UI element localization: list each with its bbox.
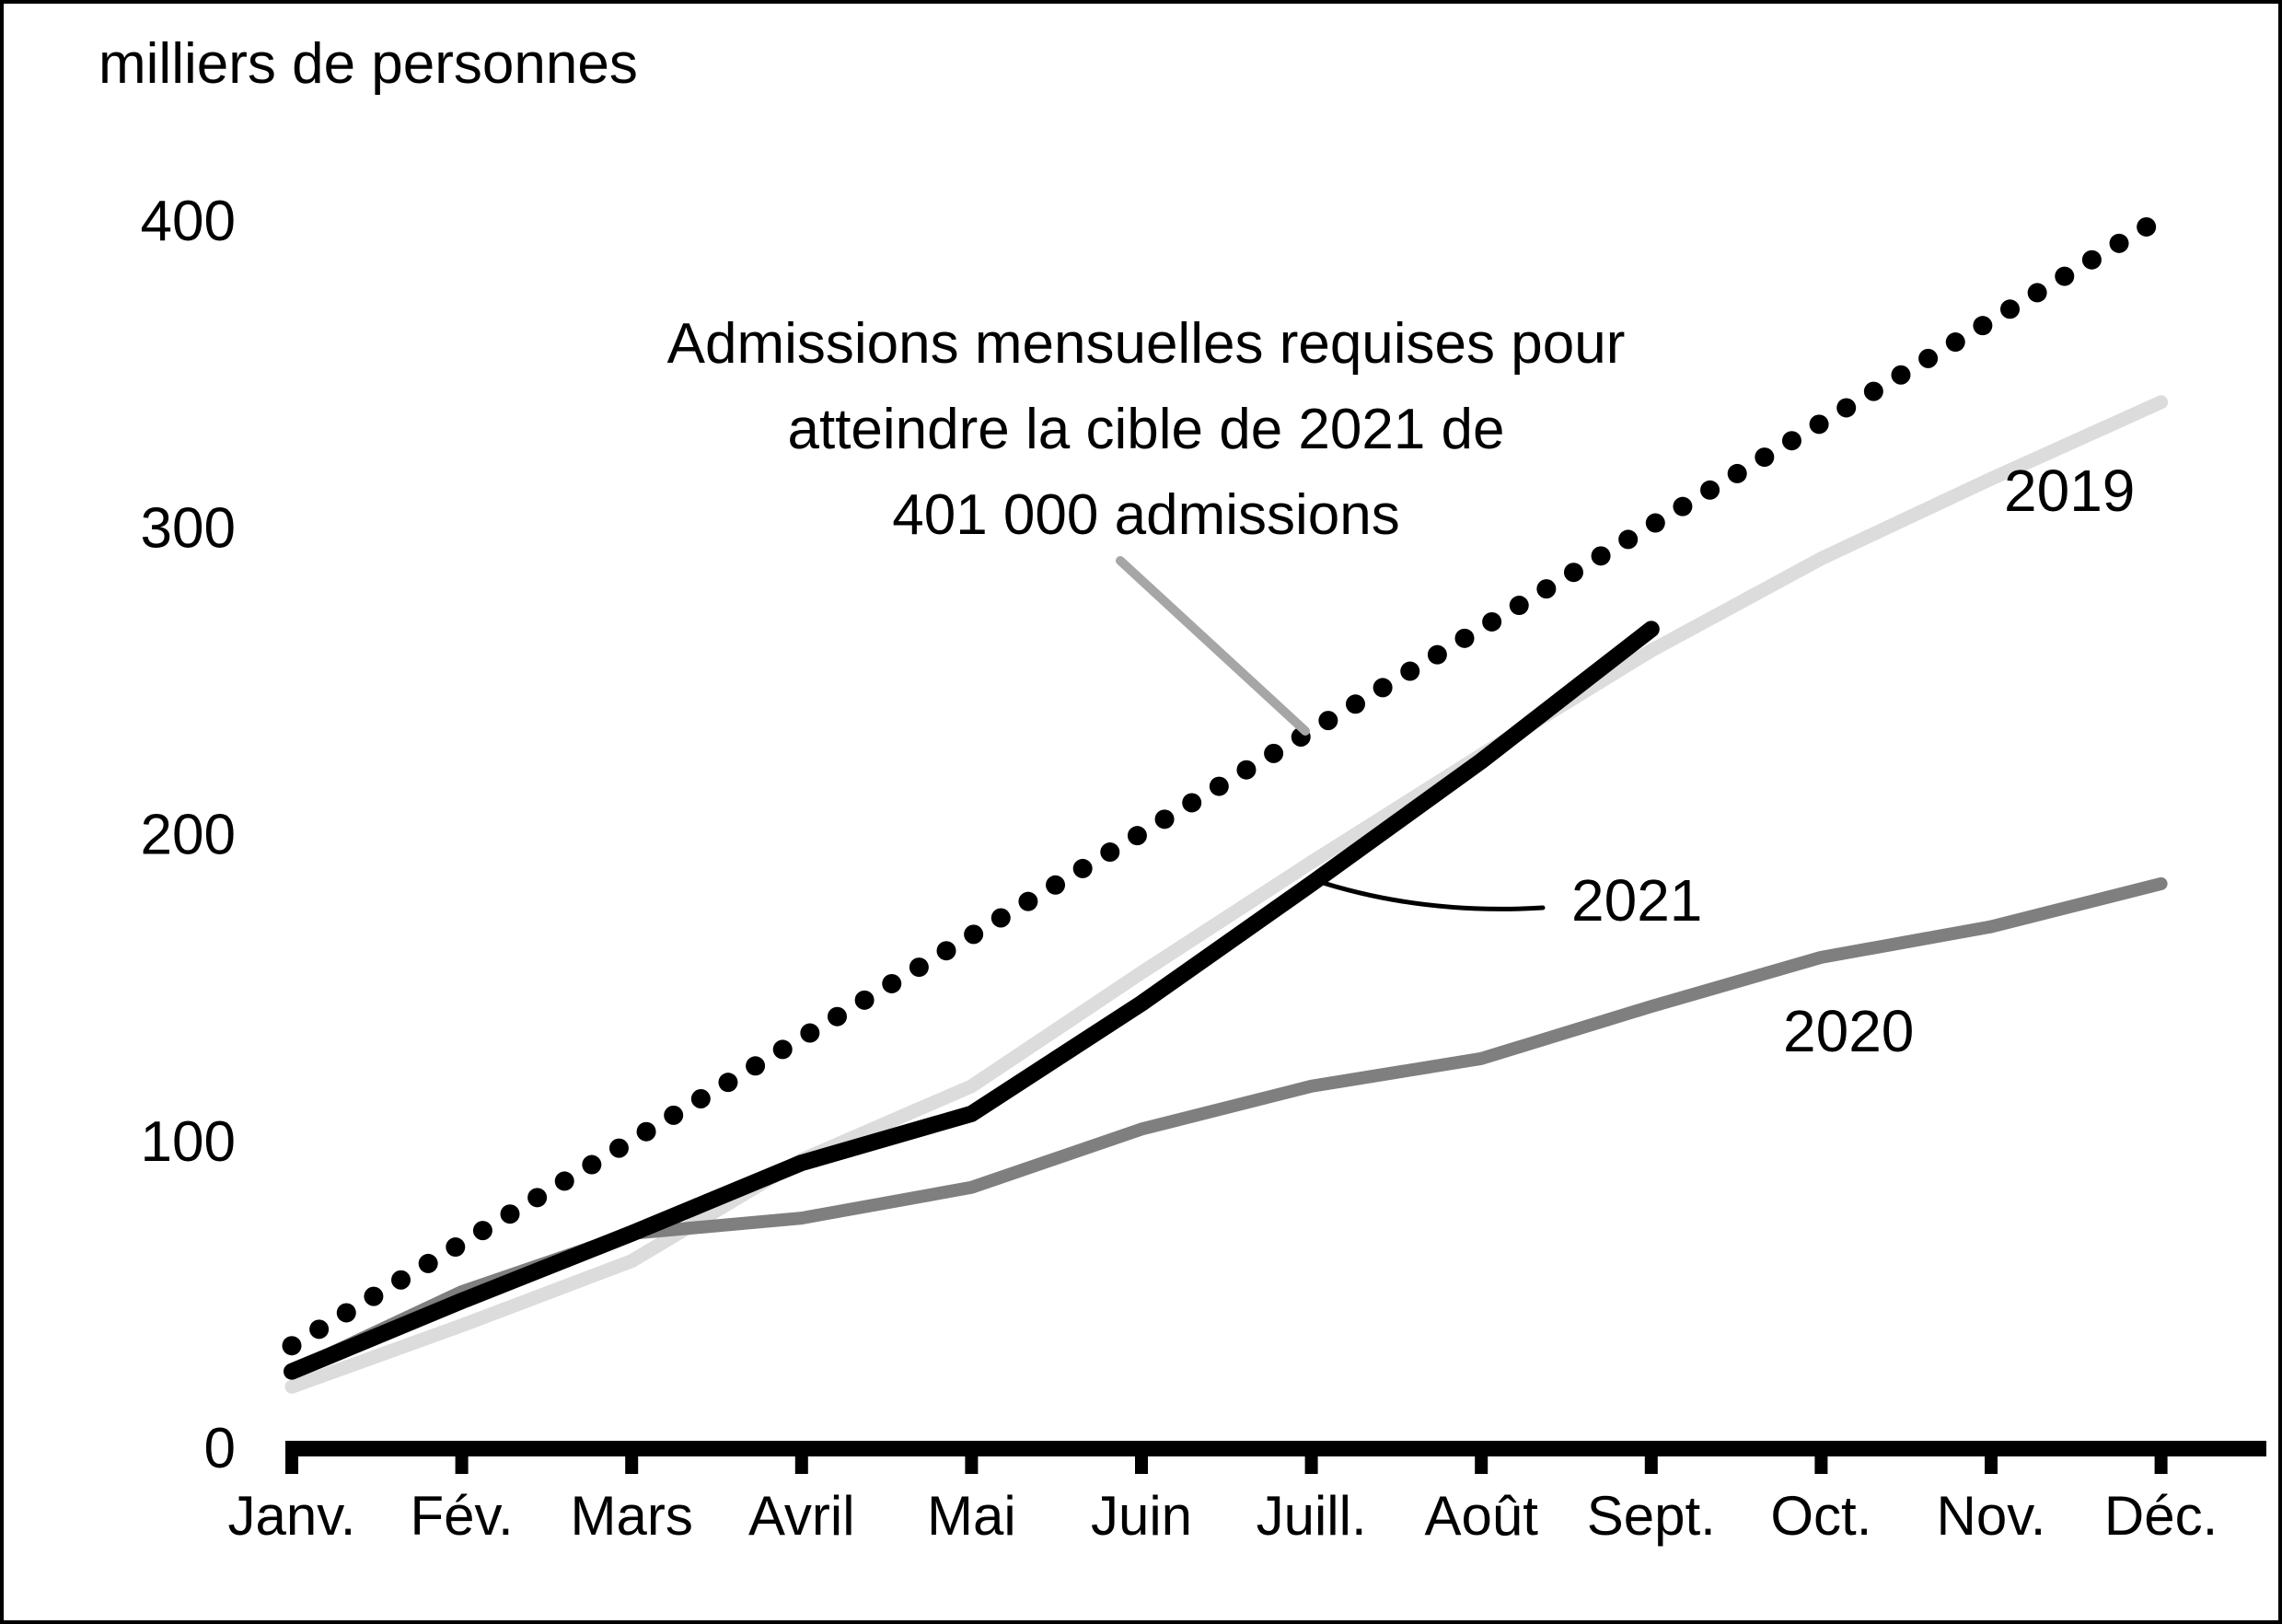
x-tick-label: Oct. <box>1770 1485 1872 1547</box>
series-label-2021: 2021 <box>1571 867 1703 934</box>
y-axis-tick-labels <box>141 190 236 1480</box>
x-axis-tick <box>795 1456 808 1474</box>
x-tick-label: Sept. <box>1586 1485 1716 1547</box>
line-2019 <box>292 402 2161 1387</box>
x-axis-tick <box>1475 1456 1488 1474</box>
x-tick-label: Juill. <box>1256 1485 1367 1547</box>
x-axis-tick <box>1645 1456 1658 1474</box>
y-tick-label: 300 <box>140 496 236 561</box>
chart-title: milliers de personnes <box>98 32 638 96</box>
x-axis-tick <box>1985 1456 1998 1474</box>
x-axis-tick <box>456 1456 469 1474</box>
y-tick-label: 200 <box>140 803 236 867</box>
x-tick-label: Avril <box>748 1485 855 1547</box>
x-tick-label: Déc. <box>2103 1485 2218 1547</box>
data-series-lines <box>292 218 2161 1386</box>
y-tick-label: 100 <box>140 1109 236 1174</box>
x-axis-tick <box>1814 1456 1827 1474</box>
x-axis-tick <box>1135 1456 1148 1474</box>
line-2021 <box>292 629 1651 1371</box>
y-tick-label: 400 <box>140 190 236 254</box>
x-axis-tick <box>285 1456 298 1474</box>
annotation-line-3: 401 000 admissions <box>892 483 1400 547</box>
x-axis-line <box>285 1441 2266 1456</box>
annotation-line-2: atteindre la cible de 2021 de <box>787 398 1505 461</box>
target-annotation <box>667 312 1626 547</box>
x-tick-label: Mars <box>570 1485 693 1547</box>
label-2021-callout-line <box>1315 880 1543 909</box>
x-tick-label: Août <box>1424 1485 1538 1547</box>
x-axis-ticks <box>285 1456 2168 1474</box>
series-label-2019: 2019 <box>2004 458 2136 524</box>
x-tick-label: Mai <box>927 1485 1016 1547</box>
series-label-2020: 2020 <box>1783 998 1915 1064</box>
x-tick-label: Juin <box>1090 1485 1193 1547</box>
x-tick-label: Nov. <box>1936 1485 2046 1547</box>
x-axis-tick <box>2155 1456 2168 1474</box>
target-dotted-line <box>292 218 2161 1346</box>
x-axis-tick <box>625 1456 638 1474</box>
annotation-pointer-line <box>1120 561 1305 731</box>
line-chart <box>4 4 2278 1620</box>
x-axis-tick <box>965 1456 978 1474</box>
line-2020 <box>292 884 2161 1372</box>
x-axis-tick <box>1305 1456 1318 1474</box>
x-tick-label: Janv. <box>227 1485 356 1547</box>
annotation-line-1: Admissions mensuelles requises pour <box>666 312 1626 376</box>
x-tick-label: Fév. <box>410 1485 514 1547</box>
x-axis-month-labels <box>228 1485 2218 1547</box>
y-tick-label: 0 <box>203 1417 236 1480</box>
